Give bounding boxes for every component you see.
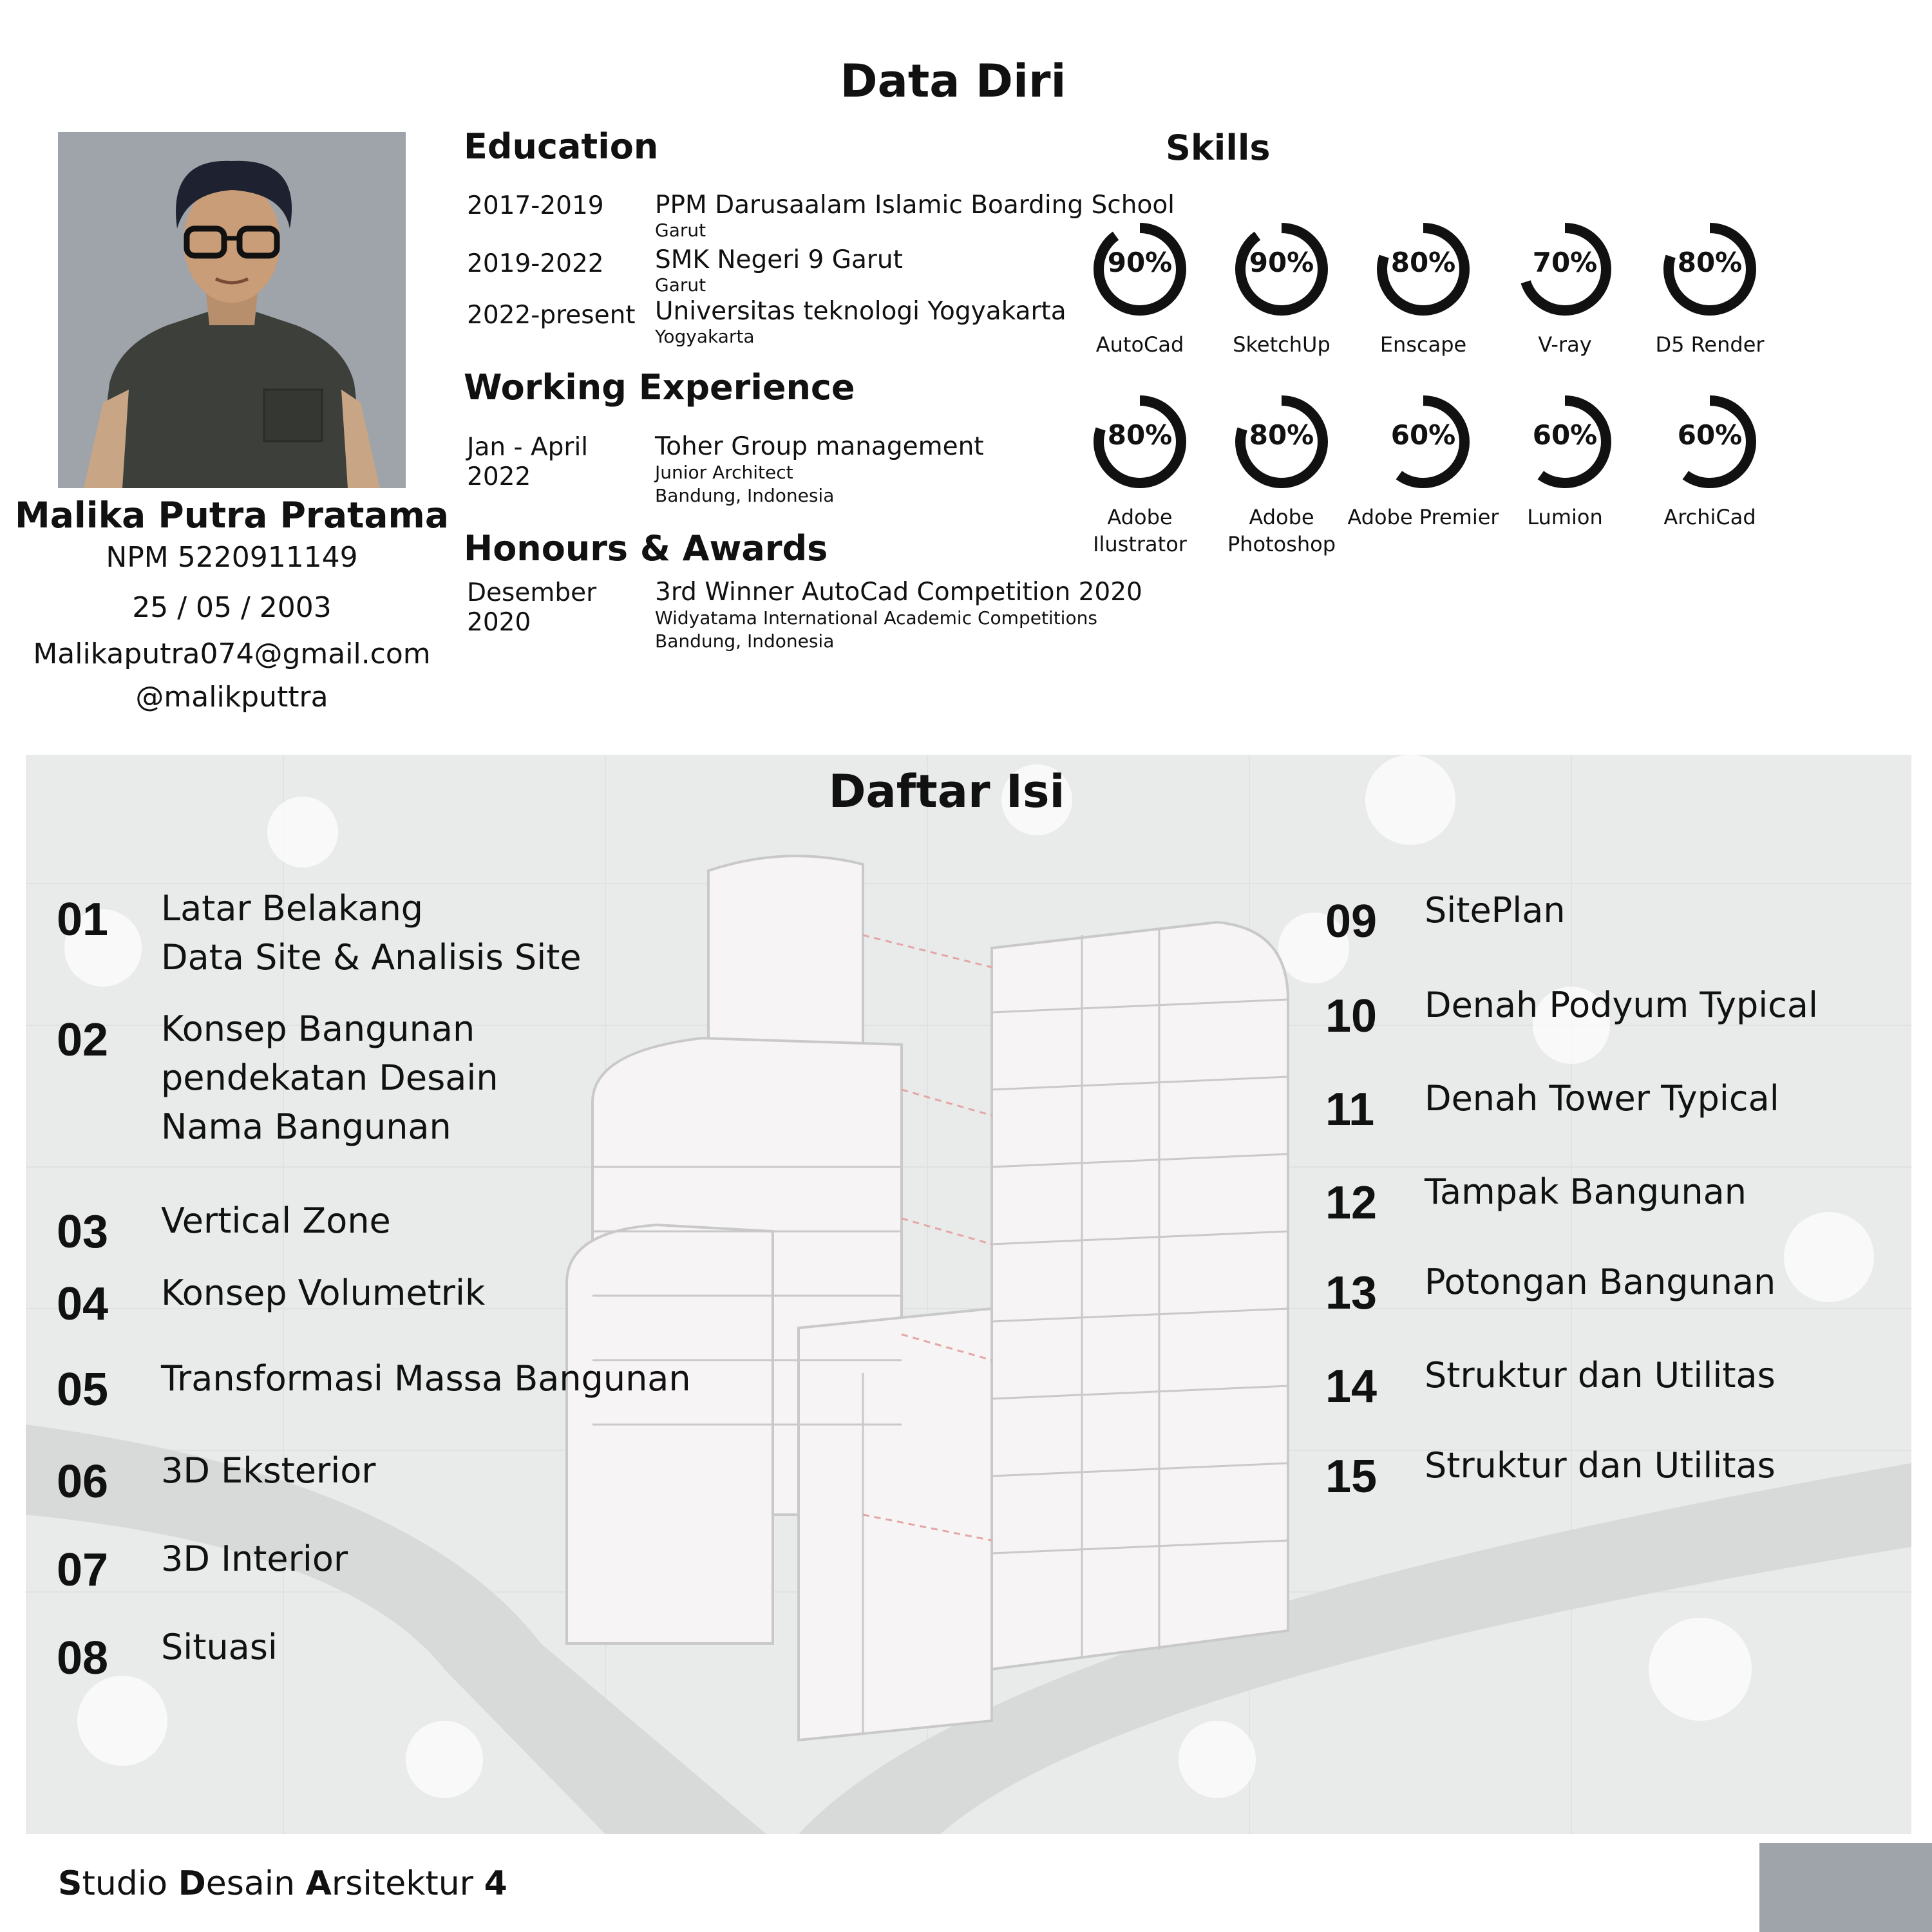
skill-percent: 80% — [1677, 247, 1743, 278]
footer-initial-s: S — [58, 1864, 82, 1903]
toc-number: 04 — [57, 1278, 109, 1330]
toc-entry: Nama Bangunan — [161, 1106, 451, 1147]
toc-number: 14 — [1325, 1361, 1378, 1412]
awards-heading: Honours & Awards — [464, 528, 828, 569]
skill-item — [1346, 392, 1501, 531]
skill-item — [1063, 219, 1217, 358]
education-place: Yogyakarta — [655, 326, 755, 347]
footer-word-studio: tudio — [82, 1864, 178, 1903]
toc-entry: Situasi — [161, 1627, 278, 1667]
skill-name: ArchiCad — [1663, 505, 1756, 529]
profile-name: Malika Putra Pratama — [15, 495, 449, 536]
education-school: SMK Negeri 9 Garut — [655, 245, 903, 274]
toc-entry: pendekatan Desain — [161, 1057, 498, 1098]
footer-word-arsitektur: rsitektur — [331, 1864, 484, 1903]
award-organizer: Widyatama International Academic Competitions — [655, 607, 1097, 629]
award-period — [467, 578, 596, 638]
footer-word-desain: esain — [205, 1864, 306, 1903]
toc-entry: Denah Tower Typical — [1425, 1078, 1779, 1119]
education-place: Garut — [655, 220, 706, 241]
page-title: Data Diri — [840, 55, 1066, 108]
footer-initial-d: D — [178, 1864, 206, 1903]
skill-name: Adobe Ilustrator — [1093, 505, 1187, 556]
toc-title: Daftar Isi — [828, 765, 1065, 818]
skill-item — [1063, 392, 1217, 558]
education-item — [655, 246, 903, 296]
skill-name: Adobe Premier — [1347, 505, 1499, 529]
skill-percent: 60% — [1390, 419, 1456, 451]
skill-item — [1488, 392, 1642, 531]
education-years: 2017-2019 — [467, 191, 604, 220]
toc-number: 09 — [1325, 896, 1378, 947]
footer-initial-a: A — [305, 1864, 332, 1903]
education-heading: Education — [464, 126, 659, 167]
skill-name: AutoCad — [1095, 332, 1184, 357]
work-role: Junior Architect — [655, 462, 793, 483]
skill-percent: 70% — [1532, 247, 1598, 278]
toc-number: 15 — [1325, 1451, 1378, 1502]
toc-entry: Denah Podyum Typical — [1425, 985, 1819, 1025]
skill-name: D5 Render — [1655, 332, 1765, 357]
toc-number: 06 — [57, 1456, 109, 1508]
footer-course — [58, 1864, 507, 1903]
toc-entry: Konsep Bangunan — [161, 1009, 475, 1049]
skill-name: V-ray — [1538, 332, 1592, 357]
toc-number: 03 — [57, 1206, 109, 1258]
toc-number: 07 — [57, 1544, 109, 1596]
toc-entry: Konsep Volumetrik — [161, 1273, 486, 1313]
skill-name: SketchUp — [1233, 332, 1331, 357]
work-heading: Working Experience — [464, 367, 855, 408]
toc-number: 05 — [57, 1364, 109, 1416]
skill-name: Lumion — [1527, 505, 1603, 529]
skill-item — [1488, 219, 1642, 358]
profile-instagram: @malikputtra — [135, 681, 328, 714]
skill-item — [1346, 219, 1501, 358]
education-years: 2022-present — [467, 301, 636, 330]
profile-email: Malikaputra074@gmail.com — [33, 638, 431, 670]
award-item — [655, 578, 1142, 653]
toc-entry: Latar Belakang — [161, 888, 424, 929]
toc-entry: Struktur dan Utilitas — [1425, 1445, 1776, 1486]
profile-npm: NPM 5220911149 — [106, 541, 358, 574]
skill-name: Enscape — [1379, 332, 1467, 357]
toc-number: 13 — [1325, 1267, 1378, 1319]
toc-number: 01 — [57, 894, 109, 945]
footer-color-block — [1759, 1843, 1932, 1932]
education-school: PPM Darusaalam Islamic Boarding School — [655, 191, 1175, 220]
toc-number: 10 — [1325, 990, 1378, 1042]
skill-percent: 60% — [1532, 419, 1598, 451]
education-item — [655, 298, 1066, 347]
toc-entry: Transformasi Massa Bangunan — [161, 1358, 691, 1399]
skills-heading: Skills — [1166, 128, 1271, 168]
toc-number: 08 — [57, 1633, 109, 1684]
skill-item — [1633, 392, 1787, 531]
footer-number: 4 — [484, 1864, 507, 1903]
skill-percent: 60% — [1677, 419, 1743, 451]
skill-percent: 80% — [1249, 419, 1314, 451]
toc-number: 02 — [57, 1014, 109, 1066]
education-place: Garut — [655, 274, 706, 296]
award-location: Bandung, Indonesia — [655, 630, 835, 652]
profile-photo — [58, 132, 406, 488]
skill-percent: 80% — [1107, 419, 1173, 451]
toc-entry: 3D Interior — [161, 1539, 348, 1579]
skill-percent: 90% — [1249, 247, 1314, 278]
skill-item — [1204, 392, 1359, 558]
toc-entry: 3D Eksterior — [161, 1450, 376, 1491]
toc-number: 11 — [1325, 1084, 1375, 1135]
toc-entry: Potongan Bangunan — [1425, 1262, 1776, 1302]
education-years: 2019-2022 — [467, 249, 604, 278]
award-title: 3rd Winner AutoCad Competition 2020 — [655, 578, 1142, 607]
skill-name: Adobe Photoshop — [1227, 505, 1336, 556]
work-location: Bandung, Indonesia — [655, 485, 835, 506]
work-company: Toher Group management — [655, 432, 984, 461]
award-period-line2: 2020 — [467, 608, 531, 637]
toc-entry: Vertical Zone — [161, 1200, 391, 1241]
toc-entry: Tampak Bangunan — [1425, 1171, 1747, 1212]
skill-item — [1204, 219, 1359, 358]
work-period — [467, 433, 588, 492]
toc-entry: SitePlan — [1425, 890, 1566, 931]
work-item — [655, 433, 984, 507]
education-school: Universitas teknologi Yogyakarta — [655, 297, 1066, 326]
skill-percent: 90% — [1107, 247, 1173, 278]
work-period-line2: 2022 — [467, 462, 531, 491]
person-illustration — [58, 132, 406, 488]
award-period-line1: Desember — [467, 578, 597, 607]
toc-entry: Struktur dan Utilitas — [1425, 1355, 1776, 1396]
profile-dob: 25 / 05 / 2003 — [132, 591, 332, 624]
work-period-line1: Jan - April — [467, 433, 589, 462]
toc-number: 12 — [1325, 1177, 1378, 1229]
skill-item — [1633, 219, 1787, 358]
skill-percent: 80% — [1390, 247, 1456, 278]
toc-entry: Data Site & Analisis Site — [161, 937, 582, 978]
